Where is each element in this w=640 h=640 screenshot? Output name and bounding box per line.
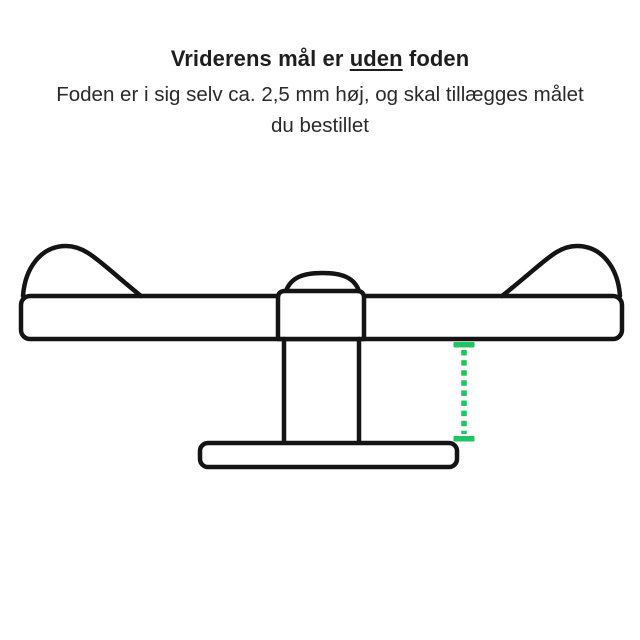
foot-base-plate	[200, 443, 457, 467]
subtitle-line-1: Foden er i sig selv ca. 2,5 mm høj, og skal tillægges målet	[56, 83, 584, 106]
center-hub	[278, 291, 364, 339]
title-emphasized-word: uden	[349, 46, 403, 71]
dimension-bottom-cap	[454, 436, 475, 442]
title-prefix: Vriderens mål er	[170, 46, 350, 71]
title-suffix: foden	[402, 46, 470, 71]
center-dome-curve	[286, 273, 359, 291]
left-wing-curve	[23, 246, 141, 296]
right-wing-curve	[502, 246, 620, 296]
subtitle-line-2: du bestillet	[270, 114, 369, 137]
dimension-top-cap	[454, 342, 475, 348]
foot-height-dimension	[454, 342, 475, 442]
